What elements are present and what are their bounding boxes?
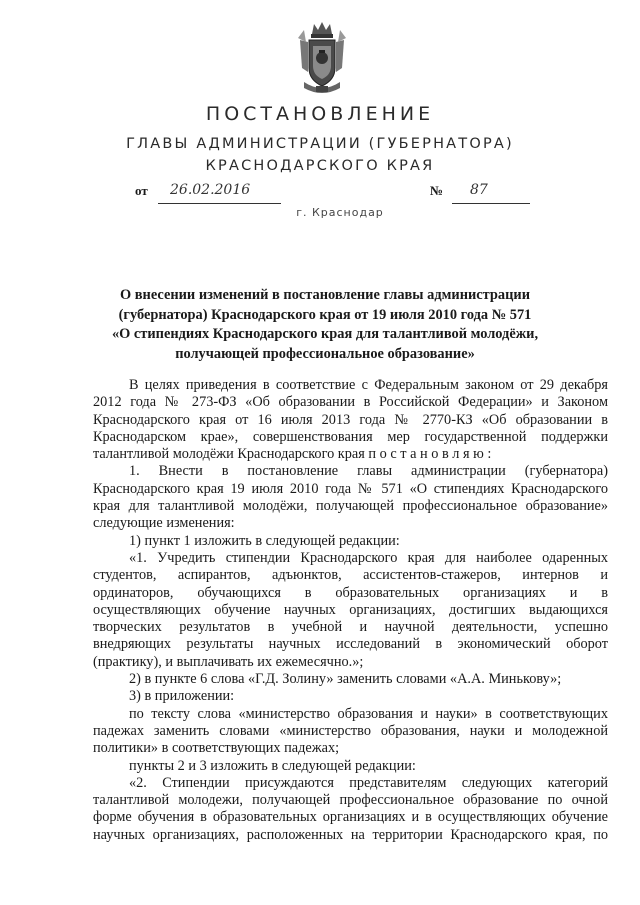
issuer-line-2: КРАСНОДАРСКОГО КРАЯ — [205, 158, 435, 174]
body-line: форме обучения в образовательных организациях и в осуществляющих обучение — [93, 809, 608, 826]
body-line: талантливой молодёжи Краснодарского края п о с т а н о в л я ю : — [93, 446, 492, 463]
body-line: осуществляющих обучение научных организациях, достигших выдающихся — [93, 601, 608, 618]
date-label: от — [135, 183, 148, 198]
body-line: 2) в пункте 6 слова «Г.Д. Золину» заменить словами «А.А. Минькову»; — [129, 671, 562, 688]
issuer-line-1: ГЛАВЫ АДМИНИСТРАЦИИ (ГУБЕРНАТОРА) — [126, 136, 514, 152]
body-line: по тексту слова «министерство образования и науки» в соответствующих — [129, 705, 608, 722]
body-line: 1. Внести в постановление главы администрации (губернатора) — [129, 463, 608, 480]
body-line: творческих результатов в учебной и научной деятельности, успешно — [93, 619, 608, 636]
body-line: (практику), и выплачивать их ежемесячно.»; — [93, 653, 364, 670]
body-line: падежах заменить словами «министерство образования, науки и молодежной — [93, 722, 608, 739]
subject-line: (губернатора) Краснодарского края от 19 июля 2010 года № 571 — [118, 306, 532, 323]
body-line: Краснодарском крае», совершенствования мер государственной поддержки — [93, 428, 608, 445]
subject-line: О внесении изменений в постановление главы администрации — [119, 287, 530, 303]
body-line: 1) пункт 1 изложить в следующей редакции: — [129, 532, 400, 549]
body-line: «1. Учредить стипендии Краснодарского края для наиболее одаренных — [129, 549, 608, 566]
city-line: г. Краснодар — [296, 206, 384, 219]
body-line: студентов, аспирантов, адъюнктов, ассистентов-стажеров, интернов и — [93, 567, 608, 584]
number-label: № — [430, 183, 444, 198]
body-line: следующие изменения: — [93, 515, 235, 532]
coat-of-arms-icon — [296, 20, 348, 98]
body-line: талантливой молодежи, получающей профессиональное образование по очной — [93, 792, 608, 809]
document-body — [93, 377, 608, 844]
body-line: «2. Стипендии присуждаются представителям следующих категорий — [129, 774, 608, 791]
subject-line: «О стипендиях Краснодарского края для талантливой молодёжи, — [111, 326, 539, 342]
body-line: ординаторов, обучающихся в образовательных организациях и в — [93, 584, 608, 601]
number-underline — [452, 203, 530, 204]
body-line: внедряющих результаты научных исследований в экономический оборот — [93, 636, 608, 653]
body-line: пункты 2 и 3 изложить в следующей редакции: — [129, 757, 416, 774]
body-line: научных организациях, расположенных на территории Краснодарского края, по — [93, 826, 608, 843]
body-line: 2012 года № 273-ФЗ «Об образовании в Российской Федерации» и Законом — [93, 394, 608, 411]
date-underline — [158, 203, 281, 204]
body-line: 3) в приложении: — [129, 688, 235, 705]
body-line: В целях приведения в соответствие с Федеральным законом от 29 декабря — [129, 377, 608, 393]
subject-line: получающей профессиональное образование» — [175, 345, 475, 362]
body-line: политики» в соответствующих падежах; — [93, 740, 340, 757]
number-value: 87 — [470, 182, 488, 198]
body-line: Краснодарского края 19 июля 2010 года № 571 «О стипендиях Краснодарского — [93, 480, 608, 497]
body-line: края для талантливой молодёжи, получающей профессиональное образование» — [93, 498, 608, 515]
document-subject — [90, 286, 560, 364]
body-line: Краснодарского края от 16 июля 2013 года № 2770-КЗ «Об образовании в — [93, 411, 608, 428]
document-title: ПОСТАНОВЛЕНИЕ — [205, 103, 435, 125]
date-value: 26.02.2016 — [170, 182, 251, 198]
